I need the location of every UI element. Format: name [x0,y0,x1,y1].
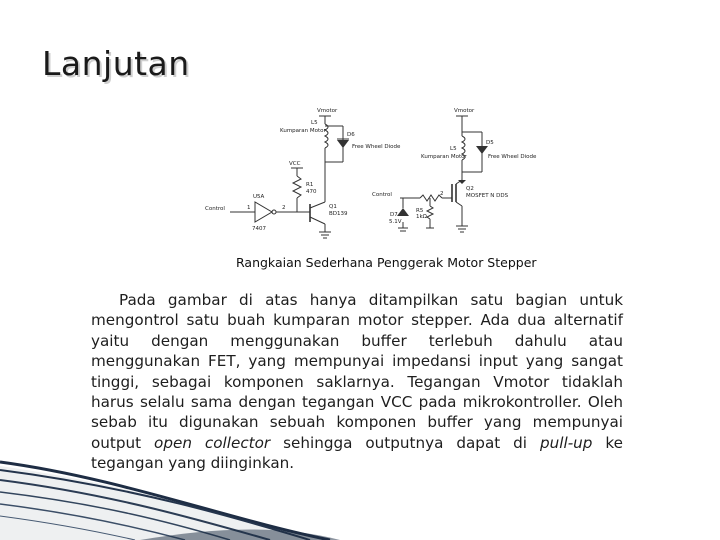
left-pin-out: 2 [282,205,286,211]
body-text-part2: sehingga outputnya dapat di [270,433,540,452]
right-coil-desc: Kumparan Motor [421,154,467,160]
right-fet-part: MOSFET N DDS [466,193,509,199]
right-coil-label: L5 [450,146,457,152]
right-fet-label: Q2 [466,186,474,192]
left-vmotor-label: Vmotor [317,108,338,114]
left-buffer-label: U5A [253,194,265,200]
body-text-part3: ke tegangan yang diinginkan. [91,433,623,473]
left-transistor-part: BD139 [329,211,348,217]
left-coil-desc: Kumparan Motor [280,128,326,134]
slide-title: Lanjutan [42,44,190,83]
left-transistor-label: Q1 [329,204,337,210]
left-control-label: Control [205,206,225,212]
left-pin-in: 1 [247,205,251,211]
right-diode-label: D5 [486,140,494,146]
right-diode-desc: Free Wheel Diode [488,154,537,160]
right-vmotor-label: Vmotor [454,108,475,114]
right-control-label: Control [372,192,392,198]
figure-caption: Rangkaian Sederhana Penggerak Motor Stepper [236,255,537,270]
left-diode-desc: Free Wheel Diode [352,144,401,150]
body-italic-open-collector: open collector [154,433,271,452]
circuit-diagram [200,104,540,246]
left-coil-label: L5 [311,120,318,126]
right-resistor-label: R5 [416,208,424,214]
left-resistor-value: 470 [306,189,317,195]
right-zener-label: D7 [390,212,398,218]
left-buffer-part: 7407 [252,226,266,232]
body-italic-pull-up: pull-up [539,433,593,452]
body-text-part1: Pada gambar di atas hanya ditampilkan satu bagian untuk mengontrol satu buah kumparan motor stepper. Ada dua alternatif yaitu dengan menggunakan buffer terlebuh dahulu atau menggunakan FET, yang mempunyai impedansi input yang sangat tinggi, sebagai komponen saklarnya. Tegangan Vmotor tidaklah harus selalu sama dengan tegangan VCC pada mikrokontroller. Oleh sebab itu digunakan sebuah komponen buffer yang mempunyai output [91,291,623,452]
left-vcc-label: VCC [289,161,301,167]
right-resistor-value: 1kΩ [416,214,427,220]
right-pin-label: 2 [440,191,444,197]
right-zener-value: 5.1V [389,219,402,225]
body-paragraph [91,290,623,474]
left-resistor-label: R1 [306,182,314,188]
left-diode-label: D6 [347,132,355,138]
circuit-figure [200,104,540,246]
